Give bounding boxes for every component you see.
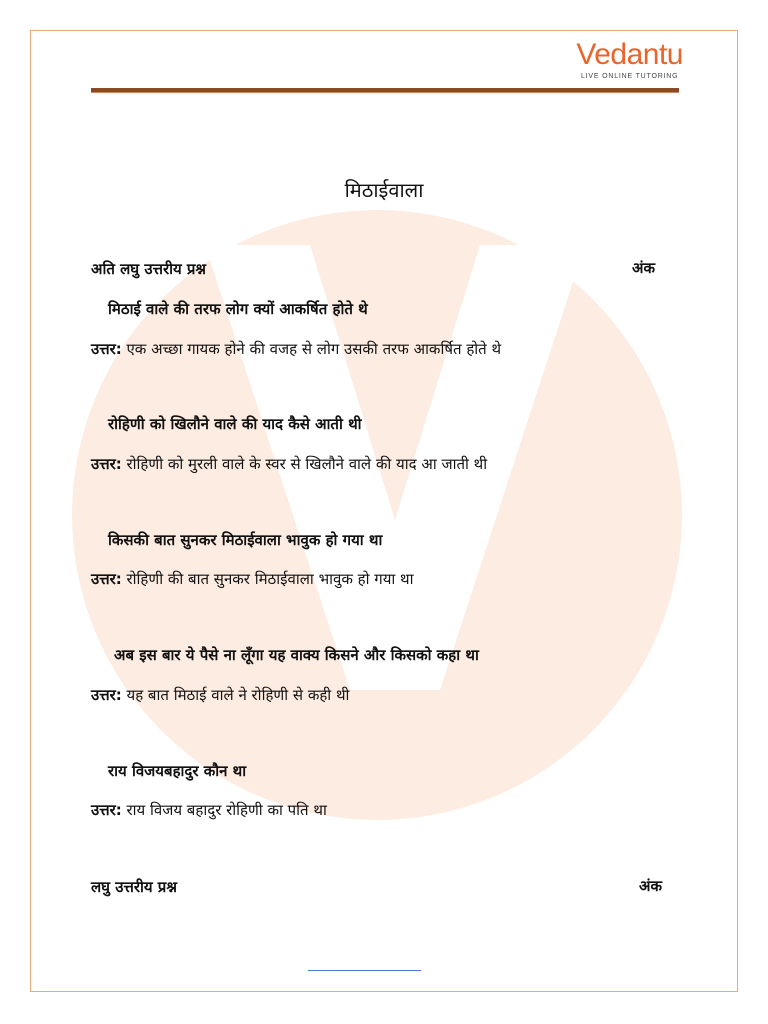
answer-text: एक अच्छा गायक होने की वजह से लोग उसकी तरफ आकर्षित होते थे xyxy=(126,340,502,358)
marks-label: अंक xyxy=(632,259,655,277)
answer-line xyxy=(91,799,327,821)
question: मिठाई वाले की तरफ लोग क्यों आकर्षित होते थे xyxy=(108,300,368,318)
section-heading: लघु उत्तरीय प्रश्न xyxy=(91,878,177,896)
question: रोहिणी को खिलौने वाले की याद कैसे आती थी xyxy=(108,415,362,433)
marks-label: अंक xyxy=(639,877,662,895)
answer-line xyxy=(91,338,501,360)
header-rule xyxy=(91,88,679,93)
footer-link[interactable] xyxy=(308,970,421,971)
answer-text: रोहिणी को मुरली वाले के स्वर से खिलौने वाले की याद आ जाती थी xyxy=(126,455,488,473)
answer-label: उत्तर: xyxy=(91,801,122,819)
logo-tagline: LIVE ONLINE TUTORING xyxy=(580,73,679,80)
answer-text: रोहिणी की बात सुनकर मिठाईवाला भावुक हो गया था xyxy=(126,570,414,588)
page-title: मिठाईवाला xyxy=(344,178,424,202)
answer-label: उत्तर: xyxy=(91,340,122,358)
question: राय विजयबहादुर कौन था xyxy=(108,762,247,780)
question: अब इस बार ये पैसे ना लूँगा यह वाक्य किसने और किसको कहा था xyxy=(114,646,479,664)
answer-line xyxy=(91,568,414,590)
answer-label: उत्तर: xyxy=(91,570,122,588)
answer-line xyxy=(91,453,487,475)
answer-label: उत्तर: xyxy=(91,686,122,704)
vedantu-logo[interactable] xyxy=(576,38,683,80)
question: किसकी बात सुनकर मिठाईवाला भावुक हो गया था xyxy=(108,531,383,549)
answer-text: राय विजय बहादुर रोहिणी का पति था xyxy=(126,801,327,819)
answer-line xyxy=(91,684,349,706)
section-heading: अति लघु उत्तरीय प्रश्न xyxy=(91,260,207,278)
answer-text: यह बात मिठाई वाले ने रोहिणी से कही थी xyxy=(126,686,350,704)
page-border xyxy=(30,30,738,992)
answer-label: उत्तर: xyxy=(91,455,122,473)
logo-wordmark: Vedantu xyxy=(576,38,683,71)
